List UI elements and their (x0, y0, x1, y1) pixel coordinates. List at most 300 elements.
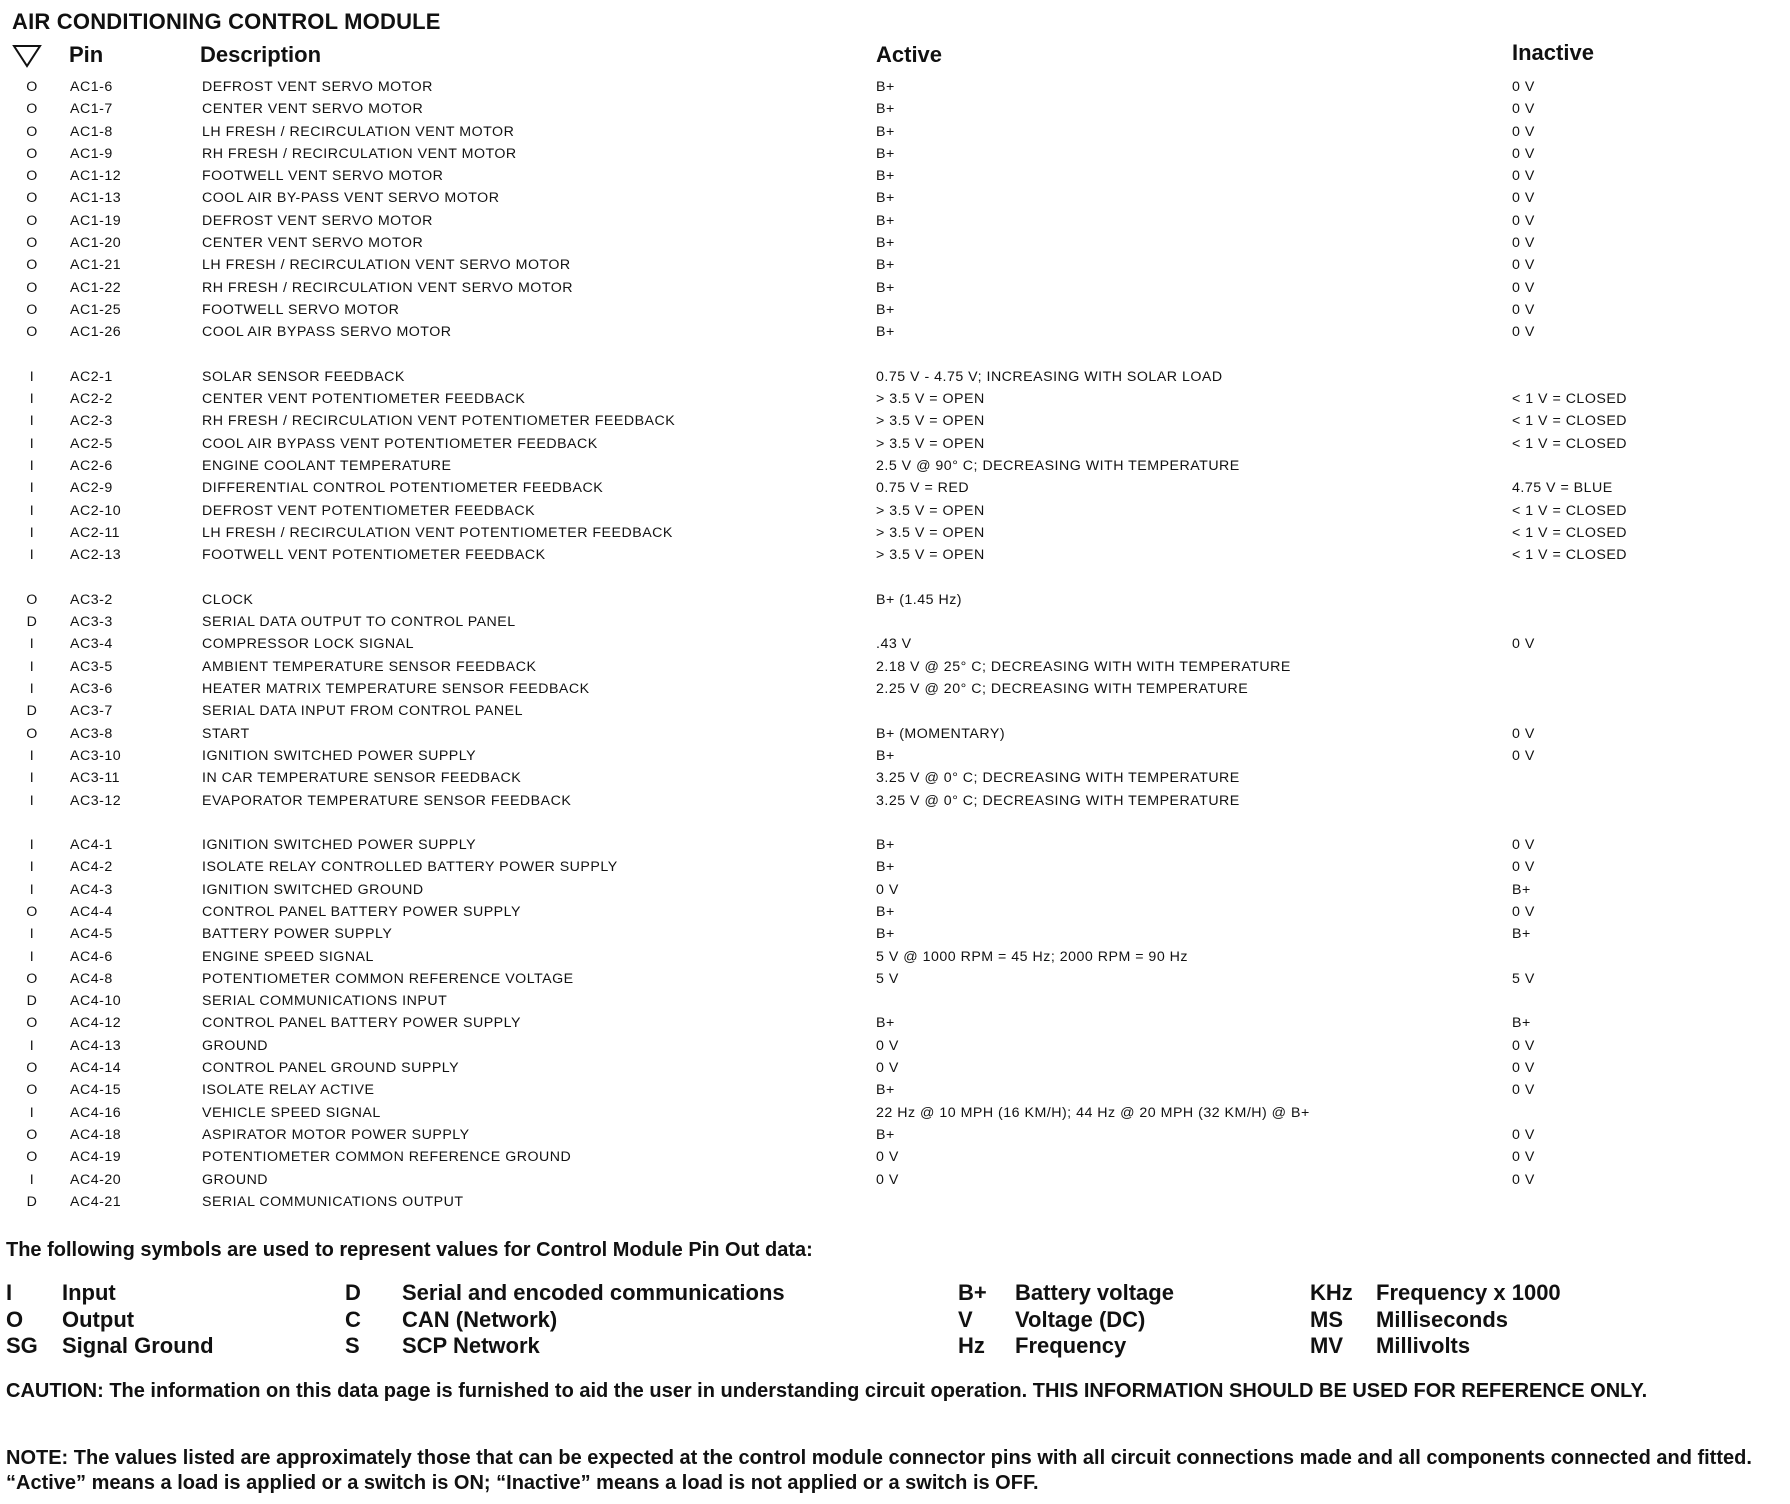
page-title: AIR CONDITIONING CONTROL MODULE (12, 9, 441, 34)
inactive-value: 0 V (1512, 235, 1535, 252)
inactive-value: < 1 V = CLOSED (1512, 524, 1628, 541)
pin-description: LH FRESH / RECIRCULATION VENT MOTOR (202, 123, 515, 140)
pin-type-symbol: I (29, 480, 35, 497)
active-value: B+ (876, 1015, 895, 1032)
table-row (0, 946, 1790, 968)
legend-label: Frequency x 1000 (1376, 1280, 1561, 1305)
pin-number: AC3-11 (70, 770, 121, 787)
caution-text: CAUTION: The information on this data page is furnished to aid the user in understanding circuit operation. THIS INFORMATION SHOULD BE USED FOR REFERENCE ONLY. (6, 1380, 1648, 1402)
pin-type-symbol: O (26, 190, 38, 207)
pin-type-symbol: O (26, 279, 38, 296)
pin-number: AC4-3 (70, 881, 113, 898)
active-value: 0.75 V - 4.75 V; INCREASING WITH SOLAR LOAD (876, 368, 1223, 385)
pin-number: AC2-2 (70, 391, 113, 408)
inactive-value: 0 V (1512, 145, 1535, 162)
pin-type-symbol: I (29, 413, 35, 430)
header-description: Description (200, 42, 322, 67)
pin-type-symbol: D (26, 993, 38, 1010)
pin-number: AC1-20 (70, 235, 122, 252)
table-row (0, 990, 1790, 1012)
table-row (0, 1169, 1790, 1191)
table-row (0, 1146, 1790, 1168)
active-value: B+ (876, 123, 895, 140)
table-row (0, 767, 1790, 789)
inactive-value: < 1 V = CLOSED (1512, 547, 1628, 564)
pin-description: DEFROST VENT SERVO MOTOR (202, 212, 433, 229)
legend-code: D (345, 1280, 361, 1305)
pin-type-symbol: O (26, 212, 38, 229)
legend-code: MV (1310, 1333, 1343, 1358)
inactive-value: 5 V (1512, 970, 1535, 987)
pin-group (0, 834, 1790, 1213)
inactive-value: 0 V (1512, 123, 1535, 140)
pin-type-symbol: O (26, 1015, 38, 1032)
legend-label: Milliseconds (1376, 1306, 1509, 1332)
pin-description: LH FRESH / RECIRCULATION VENT POTENTIOMETER FEEDBACK (202, 524, 673, 541)
pin-number: AC4-6 (70, 948, 113, 965)
table-row (0, 1012, 1790, 1034)
inactive-value: < 1 V = CLOSED (1512, 391, 1628, 408)
active-value: > 3.5 V = OPEN (876, 413, 985, 430)
inactive-value: 0 V (1512, 257, 1535, 274)
table-row (0, 1035, 1790, 1057)
pin-type-symbol: O (26, 257, 38, 274)
inactive-value: 0 V (1512, 1171, 1535, 1188)
pin-description: RH FRESH / RECIRCULATION VENT SERVO MOTOR (202, 279, 574, 296)
pin-description: ISOLATE RELAY ACTIVE (202, 1082, 375, 1099)
pin-number: AC3-2 (70, 591, 113, 608)
inactive-value: B+ (1512, 926, 1531, 943)
pin-type-symbol: I (29, 547, 35, 564)
pin-number: AC4-10 (70, 993, 122, 1010)
table-row (0, 723, 1790, 745)
inactive-value: 0 V (1512, 101, 1535, 118)
pin-number: AC4-21 (70, 1193, 122, 1210)
pin-type-symbol: I (29, 1171, 35, 1188)
inactive-value: 0 V (1512, 859, 1535, 876)
pin-number: AC4-5 (70, 926, 113, 943)
pin-number: AC4-20 (70, 1171, 122, 1188)
pin-type-symbol: I (29, 681, 35, 698)
pin-description: FOOTWELL VENT SERVO MOTOR (202, 168, 444, 185)
legend-label: Serial and encoded communications (402, 1280, 785, 1305)
pin-number: AC4-12 (70, 1015, 122, 1032)
legend-label: Battery voltage (1015, 1280, 1174, 1305)
inactive-value: 0 V (1512, 747, 1535, 764)
legend-code: SG (6, 1333, 38, 1358)
pin-type-symbol: I (29, 636, 35, 653)
active-value: B+ (876, 926, 895, 943)
pin-number: AC4-16 (70, 1104, 122, 1121)
inactive-value: 0 V (1512, 190, 1535, 207)
pin-number: AC4-2 (70, 859, 113, 876)
pin-number: AC1-6 (70, 79, 113, 95)
table-row (0, 254, 1790, 276)
pin-type-symbol: O (26, 1126, 38, 1143)
table-row (0, 678, 1790, 700)
pin-number: AC4-19 (70, 1149, 122, 1166)
inactive-value: 0 V (1512, 168, 1535, 185)
table-row (0, 611, 1790, 633)
pin-type-symbol: I (29, 881, 35, 898)
note-text: NOTE: The values listed are approximately those that can be expected at the control module connector pins with all circuit connections made and all components connected and fitted. “Active” means a load is applied or a switch is ON; “Inactive” means a load is not applied or a switch is OFF. (6, 1447, 1752, 1494)
inactive-value: 0 V (1512, 636, 1535, 653)
pin-description: SERIAL COMMUNICATIONS OUTPUT (202, 1193, 464, 1210)
pin-type-symbol: I (29, 435, 35, 452)
pin-number: AC3-10 (70, 747, 122, 764)
pin-number: AC2-9 (70, 480, 113, 497)
pin-type-symbol: D (26, 1193, 38, 1210)
legend-code: Hz (958, 1333, 985, 1358)
pin-number: AC4-15 (70, 1082, 122, 1099)
table-row (0, 745, 1790, 767)
pin-number: AC1-12 (70, 168, 122, 185)
pin-number: AC1-21 (70, 257, 122, 274)
pin-description: ASPIRATOR MOTOR POWER SUPPLY (202, 1126, 470, 1143)
inactive-value: 0 V (1512, 79, 1535, 95)
pin-type-symbol: O (26, 1149, 38, 1166)
legend-code: C (345, 1306, 361, 1332)
inactive-value: B+ (1512, 881, 1531, 898)
pin-group (0, 589, 1790, 812)
pin-description: POTENTIOMETER COMMON REFERENCE GROUND (202, 1149, 572, 1166)
pin-number: AC1-22 (70, 279, 122, 296)
table-row (0, 790, 1790, 812)
pin-description: START (202, 725, 250, 742)
table-row (0, 165, 1790, 187)
pin-number: AC3-7 (70, 703, 113, 720)
pin-description: IGNITION SWITCHED GROUND (202, 881, 424, 898)
header-pin: Pin (69, 42, 104, 67)
pin-type-symbol: I (29, 1037, 35, 1054)
inactive-value: 0 V (1512, 725, 1535, 742)
pin-description: EVAPORATOR TEMPERATURE SENSOR FEEDBACK (202, 792, 572, 809)
pin-number: AC2-5 (70, 435, 113, 452)
active-value: 0 V (876, 1171, 899, 1188)
pin-number: AC3-6 (70, 681, 113, 698)
pin-description: CLOCK (202, 591, 254, 608)
active-value: 2.5 V @ 90° C; DECREASING WITH TEMPERATURE (876, 458, 1240, 475)
pin-number: AC4-13 (70, 1037, 122, 1054)
pin-type-symbol: O (26, 79, 38, 95)
pin-description: POTENTIOMETER COMMON REFERENCE VOLTAGE (202, 970, 574, 987)
pin-description: GROUND (202, 1171, 269, 1188)
pin-description: COOL AIR BY-PASS VENT SERVO MOTOR (202, 190, 500, 207)
pin-number: AC1-8 (70, 123, 113, 140)
pin-type-symbol: D (26, 703, 38, 720)
inactive-value: < 1 V = CLOSED (1512, 413, 1628, 430)
pin-description: SERIAL COMMUNICATIONS INPUT (202, 993, 448, 1010)
pin-description: ISOLATE RELAY CONTROLLED BATTERY POWER SUPPLY (202, 859, 618, 876)
active-value: B+ (876, 235, 895, 252)
inactive-value: 0 V (1512, 837, 1535, 854)
pin-description: CONTROL PANEL GROUND SUPPLY (202, 1060, 460, 1077)
active-value: B+ (876, 1082, 895, 1099)
active-value: B+ (876, 168, 895, 185)
pin-type-symbol: O (26, 123, 38, 140)
pin-type-symbol: I (29, 948, 35, 965)
pin-description: SERIAL DATA INPUT FROM CONTROL PANEL (202, 703, 523, 720)
header-inactive: Inactive (1512, 40, 1594, 65)
pin-description: COOL AIR BYPASS SERVO MOTOR (202, 324, 452, 341)
active-value: B+ (876, 212, 895, 229)
active-value: B+ (876, 279, 895, 296)
active-value: 5 V @ 1000 RPM = 45 Hz; 2000 RPM = 90 Hz (876, 948, 1188, 965)
inactive-value: < 1 V = CLOSED (1512, 502, 1628, 519)
table-row (0, 121, 1790, 143)
table-row (0, 1191, 1790, 1213)
active-value: 22 Hz @ 10 MPH (16 KM/H); 44 Hz @ 20 MPH (32 KM/H) @ B+ (876, 1104, 1310, 1121)
pin-type-symbol: O (26, 903, 38, 920)
pin-type-symbol: I (29, 458, 35, 475)
table-row (0, 1057, 1790, 1079)
legend-code: V (958, 1306, 973, 1332)
pin-description: CENTER VENT SERVO MOTOR (202, 101, 424, 118)
active-value: B+ (876, 324, 895, 341)
pin-number: AC2-1 (70, 368, 113, 385)
inactive-value: 0 V (1512, 903, 1535, 920)
legend-label: Signal Ground (62, 1333, 214, 1358)
legend-code: KHz (1310, 1280, 1353, 1305)
pin-type-symbol: I (29, 770, 35, 787)
inactive-value: 0 V (1512, 1126, 1535, 1143)
pin-type-symbol: O (26, 235, 38, 252)
table-row (0, 433, 1790, 455)
active-value: > 3.5 V = OPEN (876, 547, 985, 564)
pin-type-symbol: O (26, 168, 38, 185)
active-value: B+ (1.45 Hz) (876, 591, 963, 608)
table-row (0, 1124, 1790, 1146)
pin-number: AC4-4 (70, 903, 113, 920)
table-row (0, 455, 1790, 477)
table-row (0, 923, 1790, 945)
active-value: B+ (876, 145, 895, 162)
pin-description: ENGINE SPEED SIGNAL (202, 948, 374, 965)
pin-number: AC4-18 (70, 1126, 122, 1143)
pin-description: CONTROL PANEL BATTERY POWER SUPPLY (202, 1015, 521, 1032)
pin-number: AC1-9 (70, 145, 113, 162)
pin-number: AC2-11 (70, 524, 121, 541)
pin-description: COMPRESSOR LOCK SIGNAL (202, 636, 415, 653)
table-row (0, 500, 1790, 522)
header-active: Active (876, 42, 943, 67)
pin-description: DEFROST VENT SERVO MOTOR (202, 79, 433, 95)
active-value: .43 V (876, 636, 912, 653)
active-value: B+ (876, 257, 895, 274)
table-row (0, 410, 1790, 432)
inactive-value: < 1 V = CLOSED (1512, 435, 1628, 452)
legend-label: Frequency (1015, 1333, 1127, 1358)
pin-description: SERIAL DATA OUTPUT TO CONTROL PANEL (202, 614, 516, 631)
table-row (0, 232, 1790, 254)
active-value: > 3.5 V = OPEN (876, 502, 985, 519)
active-value: > 3.5 V = OPEN (876, 391, 985, 408)
pin-type-symbol: O (26, 1082, 38, 1099)
pin-number: AC3-8 (70, 725, 113, 742)
active-value: B+ (876, 747, 895, 764)
pin-description: LH FRESH / RECIRCULATION VENT SERVO MOTOR (202, 257, 571, 274)
pin-type-symbol: I (29, 792, 35, 809)
table-row (0, 633, 1790, 655)
active-value: B+ (876, 190, 895, 207)
pin-description: IGNITION SWITCHED POWER SUPPLY (202, 747, 477, 764)
table-row (0, 589, 1790, 611)
inactive-value: 4.75 V = BLUE (1512, 480, 1613, 497)
pin-description: CENTER VENT POTENTIOMETER FEEDBACK (202, 391, 526, 408)
pin-type-symbol: O (26, 301, 38, 318)
pin-type-symbol: O (26, 591, 38, 608)
pin-number: AC4-8 (70, 970, 113, 987)
active-value: B+ (MOMENTARY) (876, 725, 1006, 742)
legend-intro: The following symbols are used to represent values for Control Module Pin Out data: (6, 1239, 813, 1261)
table-row (0, 76, 1790, 98)
inactive-value: 0 V (1512, 1149, 1535, 1166)
active-value: B+ (876, 79, 895, 95)
pin-type-symbol: I (29, 859, 35, 876)
active-value: > 3.5 V = OPEN (876, 435, 985, 452)
active-value: B+ (876, 903, 895, 920)
active-value: 2.18 V @ 25° C; DECREASING WITH WITH TEMPERATURE (876, 658, 1291, 675)
active-value: 0 V (876, 881, 899, 898)
pin-number: AC1-25 (70, 301, 122, 318)
legend-code: I (6, 1280, 13, 1305)
table-row (0, 656, 1790, 678)
pin-description: SOLAR SENSOR FEEDBACK (202, 368, 405, 385)
pin-description: IGNITION SWITCHED POWER SUPPLY (202, 837, 477, 854)
pin-number: AC3-4 (70, 636, 113, 653)
pin-description: AMBIENT TEMPERATURE SENSOR FEEDBACK (202, 658, 537, 675)
legend-label: Output (62, 1306, 135, 1332)
pin-description: FOOTWELL SERVO MOTOR (202, 301, 400, 318)
legend-label: SCP Network (402, 1333, 540, 1358)
table-row (0, 210, 1790, 232)
pin-group (0, 366, 1790, 567)
inactive-value: 0 V (1512, 324, 1535, 341)
active-value: B+ (876, 301, 895, 318)
pin-table (0, 76, 1790, 1213)
pin-number: AC2-13 (70, 547, 122, 564)
table-row (0, 299, 1790, 321)
pin-number: AC2-3 (70, 413, 113, 430)
pin-description: RH FRESH / RECIRCULATION VENT POTENTIOMETER FEEDBACK (202, 413, 676, 430)
pin-description: VEHICLE SPEED SIGNAL (202, 1104, 381, 1121)
pin-description: IN CAR TEMPERATURE SENSOR FEEDBACK (202, 770, 522, 787)
pin-type-symbol: I (29, 658, 35, 675)
table-row (0, 388, 1790, 410)
pin-number: AC2-6 (70, 458, 113, 475)
pin-type-symbol: O (26, 145, 38, 162)
pin-type-symbol: O (26, 324, 38, 341)
legend-code: B+ (958, 1280, 987, 1305)
table-row (0, 1079, 1790, 1101)
pin-type-symbol: D (26, 614, 38, 631)
active-value: 0.75 V = RED (876, 480, 970, 497)
pin-type-symbol: I (29, 391, 35, 408)
pin-number: AC2-10 (70, 502, 122, 519)
table-row (0, 522, 1790, 544)
legend-code: MS (1310, 1306, 1343, 1332)
table-row (0, 879, 1790, 901)
pin-description: DEFROST VENT POTENTIOMETER FEEDBACK (202, 502, 536, 519)
table-row (0, 143, 1790, 165)
pin-type-symbol: I (29, 524, 35, 541)
active-value: 3.25 V @ 0° C; DECREASING WITH TEMPERATURE (876, 770, 1240, 787)
legend-label: Voltage (DC) (1015, 1306, 1146, 1332)
table-row (0, 834, 1790, 856)
table-row (0, 901, 1790, 923)
legend-label: Millivolts (1376, 1333, 1471, 1358)
table-row (0, 477, 1790, 499)
inactive-value: 0 V (1512, 1037, 1535, 1054)
pin-number: AC1-26 (70, 324, 122, 341)
pin-number: AC1-13 (70, 190, 122, 207)
legend-label: CAN (Network) (402, 1306, 558, 1332)
pin-description: GROUND (202, 1037, 269, 1054)
active-value: B+ (876, 101, 895, 118)
table-row (0, 366, 1790, 388)
pin-description: HEATER MATRIX TEMPERATURE SENSOR FEEDBACK (202, 681, 590, 698)
table-row (0, 321, 1790, 343)
active-value: 2.25 V @ 20° C; DECREASING WITH TEMPERATURE (876, 681, 1249, 698)
direction-triangle-icon (12, 44, 42, 68)
pin-description: CENTER VENT SERVO MOTOR (202, 235, 424, 252)
pin-type-symbol: I (29, 747, 35, 764)
pin-type-symbol: O (26, 970, 38, 987)
active-value: 0 V (876, 1149, 899, 1166)
active-value: 0 V (876, 1037, 899, 1054)
pin-description: CONTROL PANEL BATTERY POWER SUPPLY (202, 903, 521, 920)
active-value: > 3.5 V = OPEN (876, 524, 985, 541)
inactive-value: 0 V (1512, 1060, 1535, 1077)
table-row (0, 98, 1790, 120)
pin-type-symbol: O (26, 1060, 38, 1077)
pin-number: AC3-12 (70, 792, 122, 809)
table-row (0, 1102, 1790, 1124)
table-row (0, 277, 1790, 299)
pin-type-symbol: I (29, 926, 35, 943)
inactive-value: 0 V (1512, 301, 1535, 318)
pin-number: AC3-5 (70, 658, 113, 675)
table-row (0, 700, 1790, 722)
inactive-value: 0 V (1512, 279, 1535, 296)
pin-type-symbol: I (29, 502, 35, 519)
legend-label: Input (62, 1280, 116, 1305)
pin-description: COOL AIR BYPASS VENT POTENTIOMETER FEEDBACK (202, 435, 598, 452)
pin-number: AC4-1 (70, 837, 113, 854)
pin-number: AC1-7 (70, 101, 113, 118)
active-value: 3.25 V @ 0° C; DECREASING WITH TEMPERATURE (876, 792, 1240, 809)
pin-type-symbol: I (29, 1104, 35, 1121)
pin-description: FOOTWELL VENT POTENTIOMETER FEEDBACK (202, 547, 546, 564)
table-row (0, 544, 1790, 566)
active-value: B+ (876, 1126, 895, 1143)
inactive-value: B+ (1512, 1015, 1531, 1032)
pin-type-symbol: O (26, 101, 38, 118)
pin-description: DIFFERENTIAL CONTROL POTENTIOMETER FEEDBACK (202, 480, 604, 497)
active-value: B+ (876, 837, 895, 854)
pin-type-symbol: I (29, 837, 35, 854)
pin-type-symbol: O (26, 725, 38, 742)
table-row (0, 968, 1790, 990)
table-row (0, 856, 1790, 878)
pin-description: RH FRESH / RECIRCULATION VENT MOTOR (202, 145, 517, 162)
inactive-value: 0 V (1512, 1082, 1535, 1099)
active-value: 0 V (876, 1060, 899, 1077)
pin-group (0, 76, 1790, 344)
inactive-value: 0 V (1512, 212, 1535, 229)
table-row (0, 187, 1790, 209)
pin-description: ENGINE COOLANT TEMPERATURE (202, 458, 452, 475)
